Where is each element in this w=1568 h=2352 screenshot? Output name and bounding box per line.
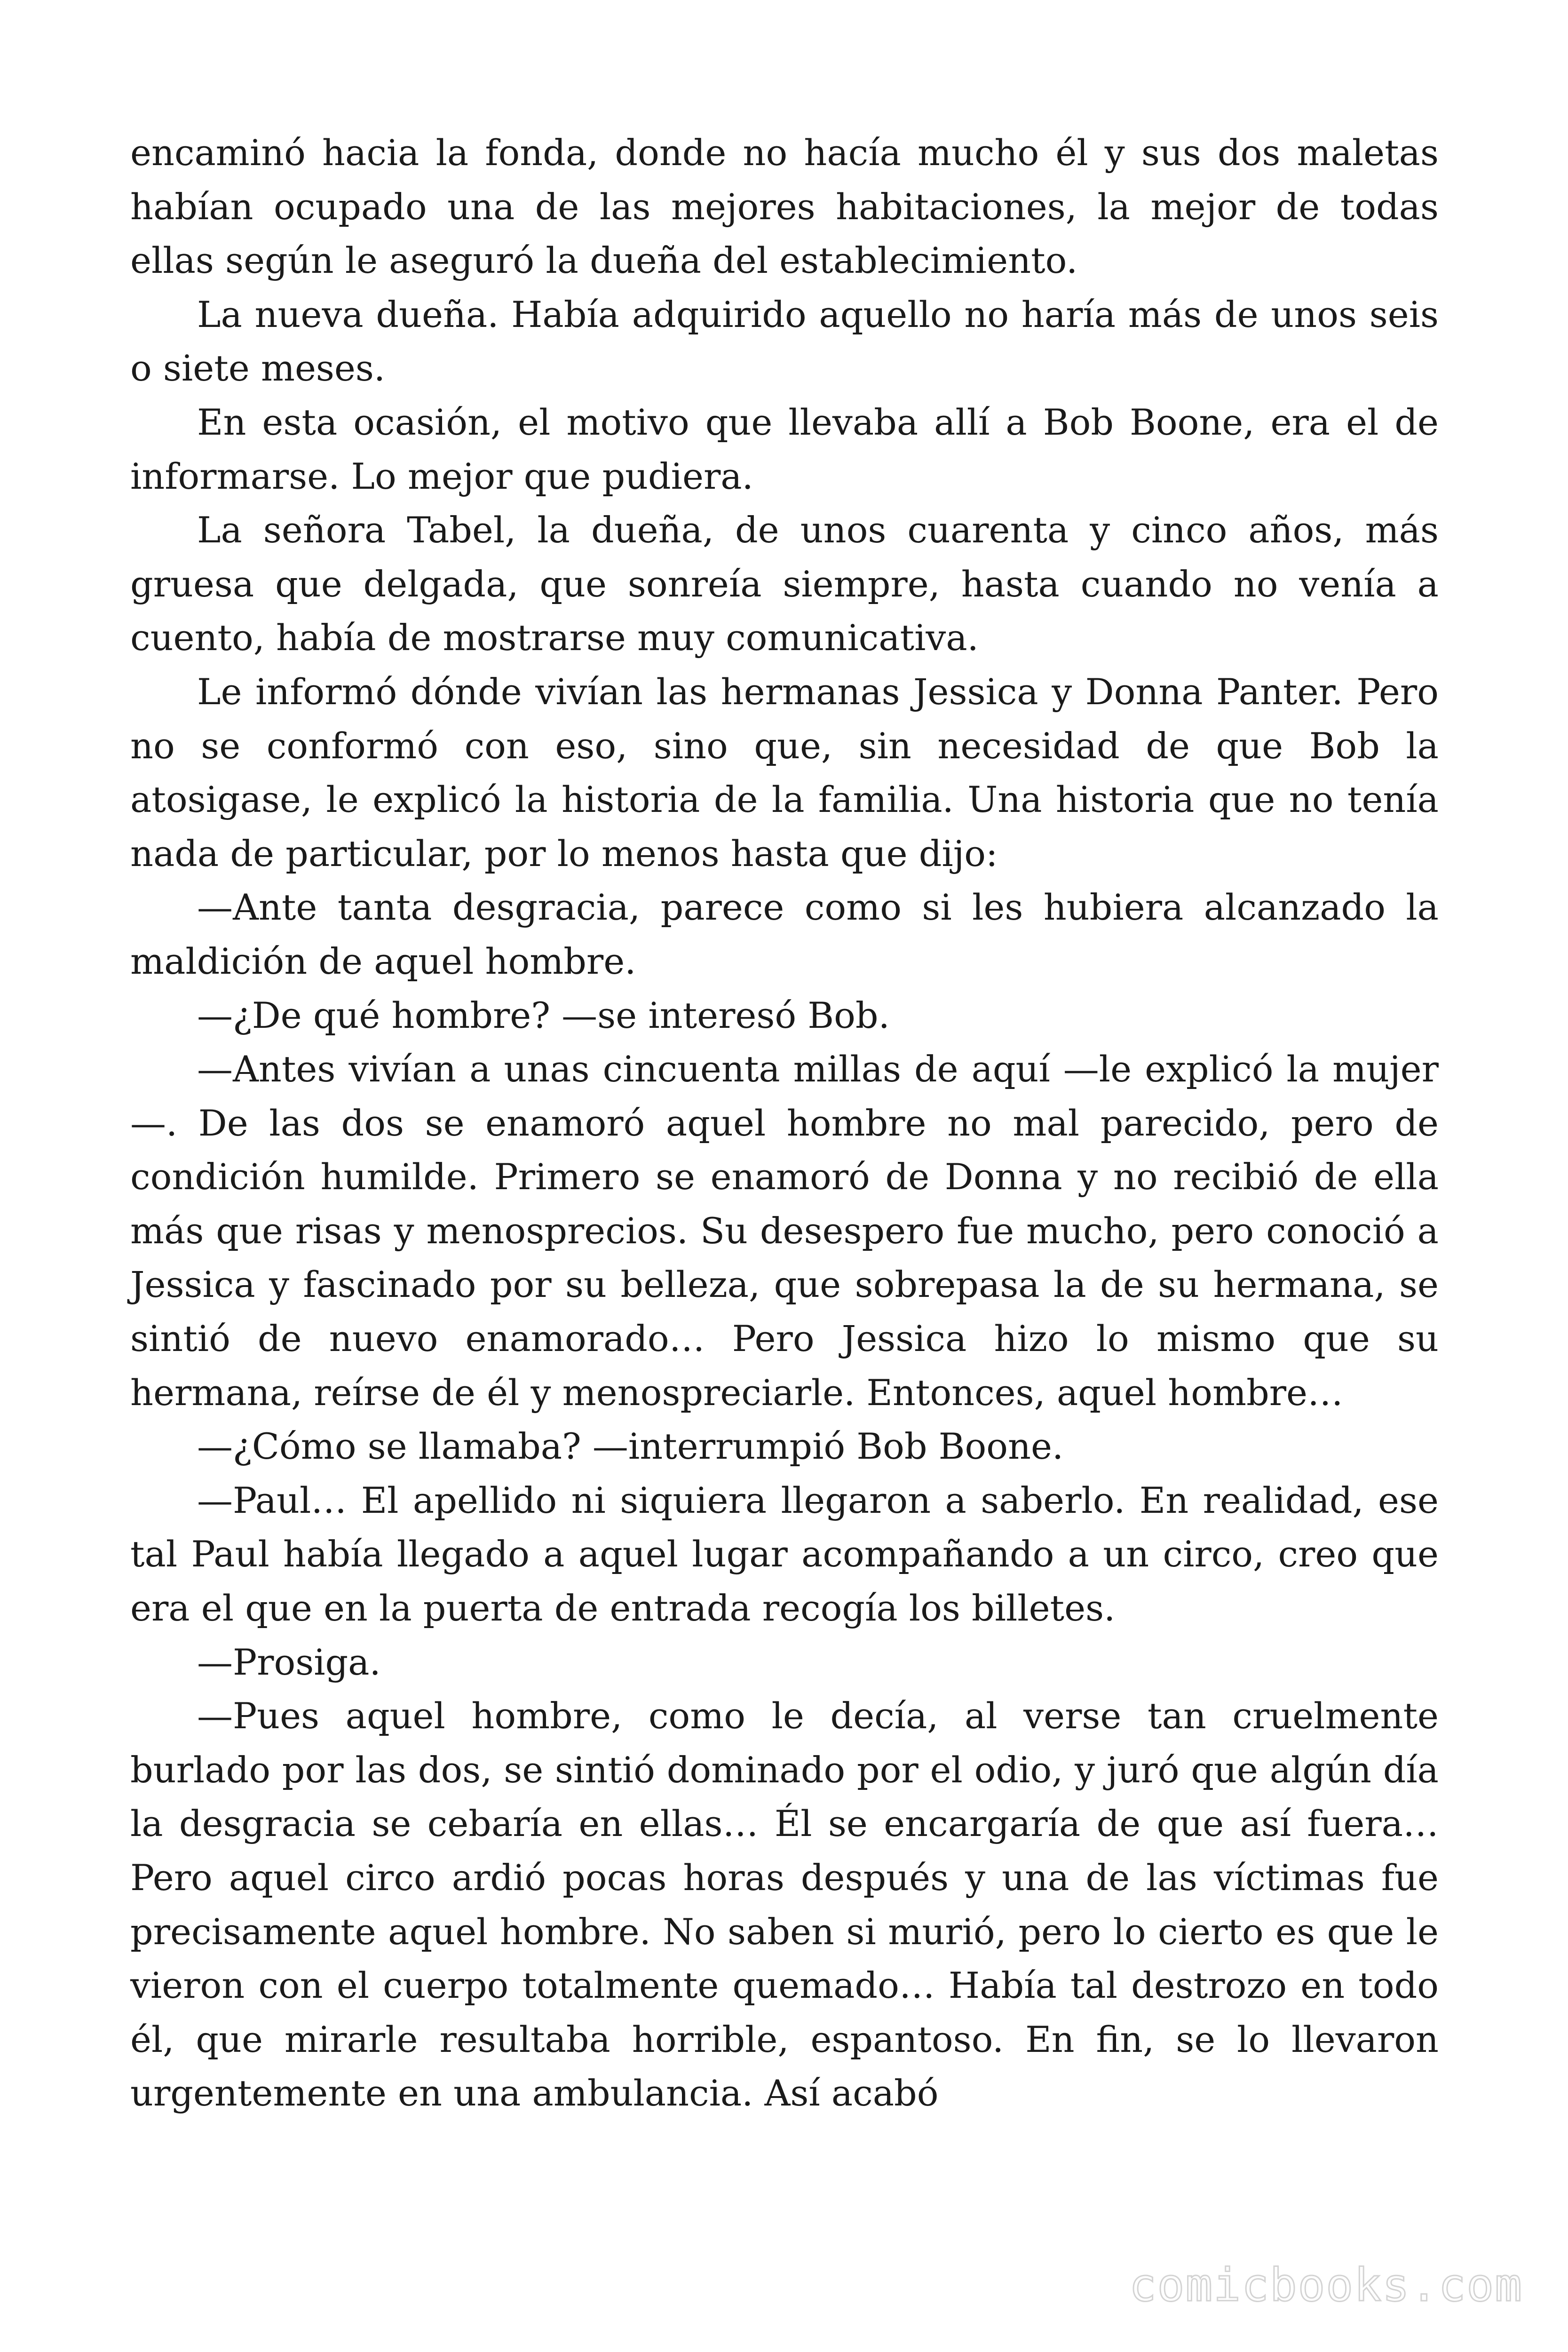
watermark: comicbooks.com xyxy=(1129,2259,1523,2312)
paragraph-5: Le informó dónde vivían las hermanas Jessica y Donna Panter. Pero no se conformó con eso, sino que, sin necesidad de que Bob la atosigase, le explicó la historia de la familia. Una historia que no tenía nada de particular, por lo menos hasta que dijo: xyxy=(130,670,1439,874)
paragraph-6: —Ante tanta desgracia, parece como si les hubiera alcanzado la maldición de aquel hombre. xyxy=(130,886,1439,982)
paragraph-1: encaminó hacia la fonda, donde no hacía mucho él y sus dos maletas habían ocupado una de las mejores habitaciones, la mejor de todas ellas según le aseguró la dueña del establecimiento. xyxy=(130,132,1439,282)
paragraph-9: —¿Cómo se llamaba? —interrumpió Bob Boone. xyxy=(197,1425,1064,1468)
page-text xyxy=(130,126,1439,2121)
paragraph-8: —Antes vivían a unas cincuenta millas de aquí —le explicó la mujer—. De las dos se enamoró aquel hombre no mal parecido, pero de condición humilde. Primero se enamoró de Donna y no recibió de ella más que risas y menosprecios. Su desespero fue mucho, pero conoció a Jessica y fascinado por su belleza, que sobrepasa la de su hermana, se sintió de nuevo enamorado… Pero Jessica hizo lo mismo que su hermana, reírse de él y menospreciarle. Entonces, aquel hombre… xyxy=(130,1048,1439,1414)
paragraph-2: La nueva dueña. Había adquirido aquello no haría más de unos seis o siete meses. xyxy=(130,293,1439,389)
paragraph-7: —¿De qué hombre? —se interesó Bob. xyxy=(197,994,890,1036)
paragraph-10: —Paul… El apellido ni siquiera llegaron a saberlo. En realidad, ese tal Paul había llegado a aquel lugar acompañando a un circo, creo que era el que en la puerta de entrada recogía los billetes. xyxy=(130,1479,1439,1629)
paragraph-11: —Prosiga. xyxy=(197,1641,381,1683)
paragraph-4: La señora Tabel, la dueña, de unos cuarenta y cinco años, más gruesa que delgada, que sonreía siempre, hasta cuando no venía a cuento, había de mostrarse muy comunicativa. xyxy=(130,509,1439,659)
paragraph-12: —Pues aquel hombre, como le decía, al verse tan cruelmente burlado por las dos, se sintió dominado por el odio, y juró que algún día la desgracia se cebaría en ellas… Él se encargaría de que así fuera… Pero aquel circo ardió pocas horas después y una de las víctimas fue precisamente aquel hombre. No saben si murió, pero lo cierto es que le vieron con el cuerpo totalmente quemado… Había tal destrozo en todo él, que mirarle resultaba horrible, espantoso. En fin, se lo llevaron urgentemente en una ambulancia. Así acabó xyxy=(130,1695,1439,2114)
paragraph-3: En esta ocasión, el motivo que llevaba allí a Bob Boone, era el de informarse. Lo mejor que pudiera. xyxy=(130,401,1439,497)
